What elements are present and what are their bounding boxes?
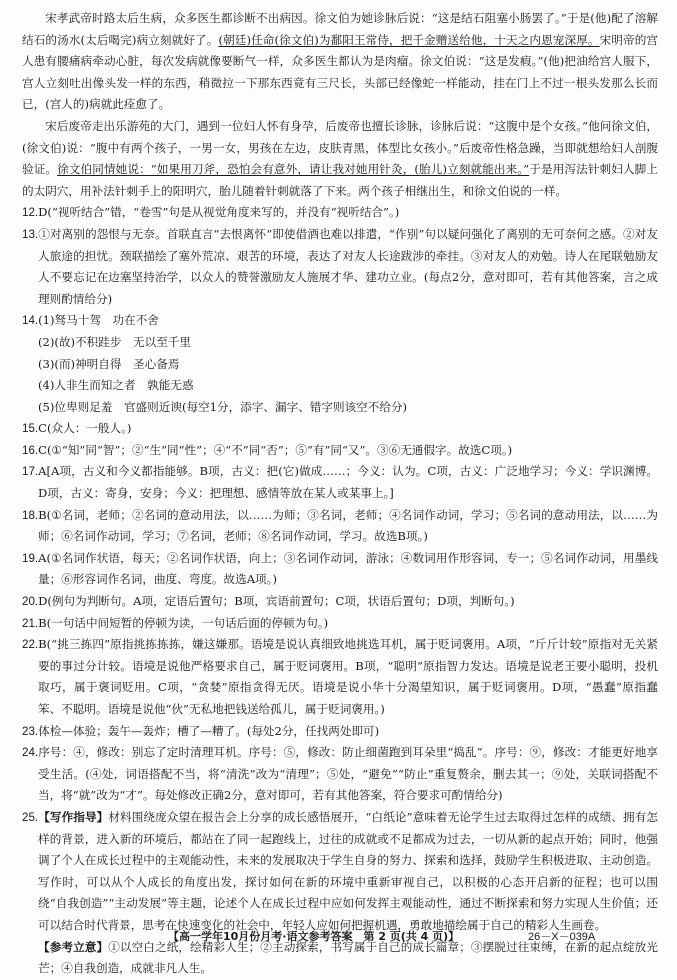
answer-text: (5)位卑则足羞 官盛则近谀(每空1分，添字、漏字、错字则该空不给分): [38, 399, 408, 414]
question-number: 24.: [22, 746, 39, 760]
translation-paragraph-1: [22, 8, 658, 116]
answer-text: ①对离别的怨恨与无奈。首联直言“去恨离怀”即使借酒也难以排遣，“作别”句以疑问强化了离别的无可奈何之感。②对友人旅途的担忧。颈联描绘了塞外荒凉、艰苦的环境，表达了对友人长途跋涉的牵挂。③对友人的劝勉。诗人在尾联勉励友人不要忘记在边塞坚持治学，以众人的赞誉激励友人施展才华、建功立业。(每点2分，意对即可，若有其他答案，言之成理则酌情给分): [38, 226, 658, 306]
section-heading: 【参考立意】: [38, 939, 109, 954]
answer-14-line: [22, 332, 658, 354]
answer-14-line: [22, 310, 658, 332]
answer-text: C(①“知”同“智”；②“生”同“性”；④“不”同“否”；⑤“有”同“又”。③⑥无通假字。故选C项。): [38, 442, 513, 457]
answer-15: [22, 418, 658, 440]
answer-14-line: [22, 354, 658, 376]
underlined-translation: 徐文伯同情她说：“如果用刀斧，恐怕会有意外，请让我对她用针灸，(胎儿)立刻就能出来。”: [57, 162, 530, 177]
question-number: 13.: [22, 227, 39, 241]
question-number: 23.: [22, 724, 39, 738]
answer-text: B(①名词，老师；②名词的意动用法，以……为师；③名词，老师；④名词作动词，学习；⑤名词的意动用法，以……为师；⑥名词作动词，学习；⑦名词，老师；⑧名词作动词，学习。故选B项。): [38, 507, 658, 544]
answer-14-line: [22, 375, 658, 397]
footer-title: 【高一学年10月份月考·语文参考答案 第 2 页(共 4 页)】: [168, 930, 460, 943]
answer-text: D(例句为判断句。A项，定语后置句；B项，宾语前置句；C项，状语后置句；D项，判断句。): [38, 594, 515, 609]
answer-14: [22, 310, 658, 418]
question-number: 25.: [22, 810, 39, 824]
question-number: 14.: [22, 314, 39, 328]
question-number: 16.: [22, 443, 39, 457]
answer-text: (3)(而)神明自得 圣心备焉: [38, 356, 180, 371]
answer-text: (2)(故)不积跬步 无以至千里: [38, 334, 192, 349]
answer-text: B(一句话中间短暂的停顿为读，一句话后面的停顿为句。): [38, 615, 329, 630]
question-number: 12.: [22, 206, 39, 220]
answer-19: [22, 548, 658, 591]
answer-text: B(“挑三拣四”原指挑拣拣拣，嫌这嫌那。语境是说认真细致地挑选耳机，属于贬词褒用。A项，“斤斤计较”原指对无关紧要的事过分计较。语境是说他严格要求自己，属于贬词褒用。B项，“聪明”原指智力发达。语境是说老王要小聪明，投机取巧，属于褒词贬用。C项，“贪婪”原指贪得无厌。语境是说小华十分渴望知识，属于贬词褒用。D项，“愚蠢”原指蠢笨、不聪明。语境是说他“伙”无私地把钱送给孤儿，属于贬词褒用。): [38, 637, 658, 716]
answer-text: A[A项，古义和今义都指能够。B项，古义：把(它)做成……；今义：认为。C项，古义：广泛地学习；今义：学识渊博。D项，古义：寄身，安身；今义：把理想、感情等放在某人或某事上。]: [38, 464, 658, 501]
answer-text: D(“视听结合”错，“卷雪”句是从视觉角度来写的，并没有“视听结合”。): [38, 205, 400, 220]
answer-13: [22, 224, 658, 310]
translation-text: 宋孝武帝时路太后生病，众多医生都诊断不出病因。徐文伯为她诊脉后说：“这是结石阻塞小肠罢了。”于是(他)配了溶解结石的汤水(太后喝完)病立刻就好了。: [22, 11, 658, 47]
question-number: 18.: [22, 508, 39, 522]
paper-code: 26－X－039A: [528, 931, 596, 943]
answer-22: [22, 634, 658, 720]
question-number: 17.: [22, 465, 39, 479]
answer-text: A(①名词作状语，每天；②名词作状语，向上；③名词作动词，游泳；④数词用作形容词，专一；⑤名词作动词，用墨线量；⑥形容词作名词，曲度、弯度。故选A项。): [38, 550, 658, 587]
question-number: 19.: [22, 551, 39, 565]
answer-16: [22, 440, 658, 462]
answer-text: 材料围绕庞众望在报告会上分享的成长感悟展开，“白纸论”意味着无论学生过去取得过怎样的成绩、拥有怎样的背景，进入新的环境后，都站在了同一起跑线上，过往的成就或不足都成为过去，一切从新的起点开始；同时，他强调了个人在成长过程中的主观能动性，未来的发展取决于学生自身的努力、探索和选择，鼓励学生积极进取、主动创造。写作时，可以从个人成长的角度出发，探讨如何在新的环境中重新审视自己，以积极的心态开启新的征程；也可以围绕“自我创造”“主动发展”等主题，论述个人在成长过程中应如何发挥主观能动性，通过不断探索和努力实现人生价值；还可以结合时代背景，思考在快速变化的社会中，年轻人应如何把握机遇，勇敢地描绘属于自己的精彩人生画卷。: [38, 809, 658, 932]
answer-20: [22, 591, 658, 613]
answer-12: [22, 202, 658, 224]
answer-14-line: [22, 397, 658, 419]
question-number: 15.: [22, 422, 39, 436]
answer-page: [22, 8, 658, 980]
question-number: 22.: [22, 638, 39, 652]
answer-text: 体检—体验；轰午—轰炸；槽了—糟了。(每处2分，任找两处即可): [38, 723, 380, 738]
answer-text: (1)驽马十驾 功在不舍: [38, 313, 159, 328]
question-number: 21.: [22, 616, 39, 630]
answer-21: [22, 613, 658, 635]
translation-text: 于是用泻法针刺妇人脚上的太阴穴，用补法针刺手上的阳明穴，胎儿随着针刺就落了下来。两个孩子相继出生，和徐文伯说的一样。: [22, 162, 658, 198]
translation-text: 宋明帝的宫人患有腰痛病牵动心脏，每次发病就像要断气一样，众多医生都认为是肉瘤。徐文伯说：“这是发瘕。”(他)把油给宫人服下，宫人立刻吐出像头发一样的东西，稍微拉一下那东西竟有三尺长，头部已经像蛇一样能动，挂在门上不过一根头发那么长而已，(宫人的)病就此痊愈了。: [22, 32, 658, 112]
underlined-translation: (朝廷)任命(徐文伯)为鄱阳王常侍，把千金赠送给他，十天之内恩宠深厚。: [218, 32, 600, 47]
answer-text: C(众人：一般人。): [38, 421, 132, 436]
answer-24: [22, 742, 658, 807]
answer-text: ①以空白之纸，绘精彩人生；②主动探索，书写属于自己的成长篇章；③摆脱过往束缚，在新的起点绽放光芒；④自我创造，成就非凡人生。: [38, 939, 658, 976]
translation-paragraph-2: [22, 116, 658, 202]
answer-text: (4)人非生而知之者 孰能无惑: [38, 378, 194, 393]
answer-17: [22, 461, 658, 504]
translation-text: 宋后废帝走出乐游苑的大门，遇到一位妇人怀有身孕，后废帝也擅长诊脉，诊脉后说：“这腹中是个女孩。”他问徐文伯，(徐文伯)说：“腹中有两个孩子，一男一女，男孩在左边，皮肤青黑，体型比女孩小。”后废帝性格急躁，当即就想给妇人剖腹验证。: [22, 118, 658, 177]
question-number: 20.: [22, 595, 39, 609]
answer-23: [22, 721, 658, 743]
answer-18: [22, 505, 658, 548]
answer-text: 序号：④，修改：别忘了定时清理耳机。序号：⑤，修改：防止细菌跑到耳朵里“捣乱”。序号：⑨，修改：才能更好地享受生活。(④处，词语搭配不当，将“清洗”改为“清理”；⑤处，“避免”“防止”重复赘余，删去其一；⑨处，关联词搭配不当，将“就”改为“才”。每处修改正确2分，意对即可，若有其他答案，符合要求可酌情给分): [38, 745, 658, 803]
answer-25: [22, 807, 658, 937]
section-heading: 【写作指导】: [38, 809, 109, 824]
